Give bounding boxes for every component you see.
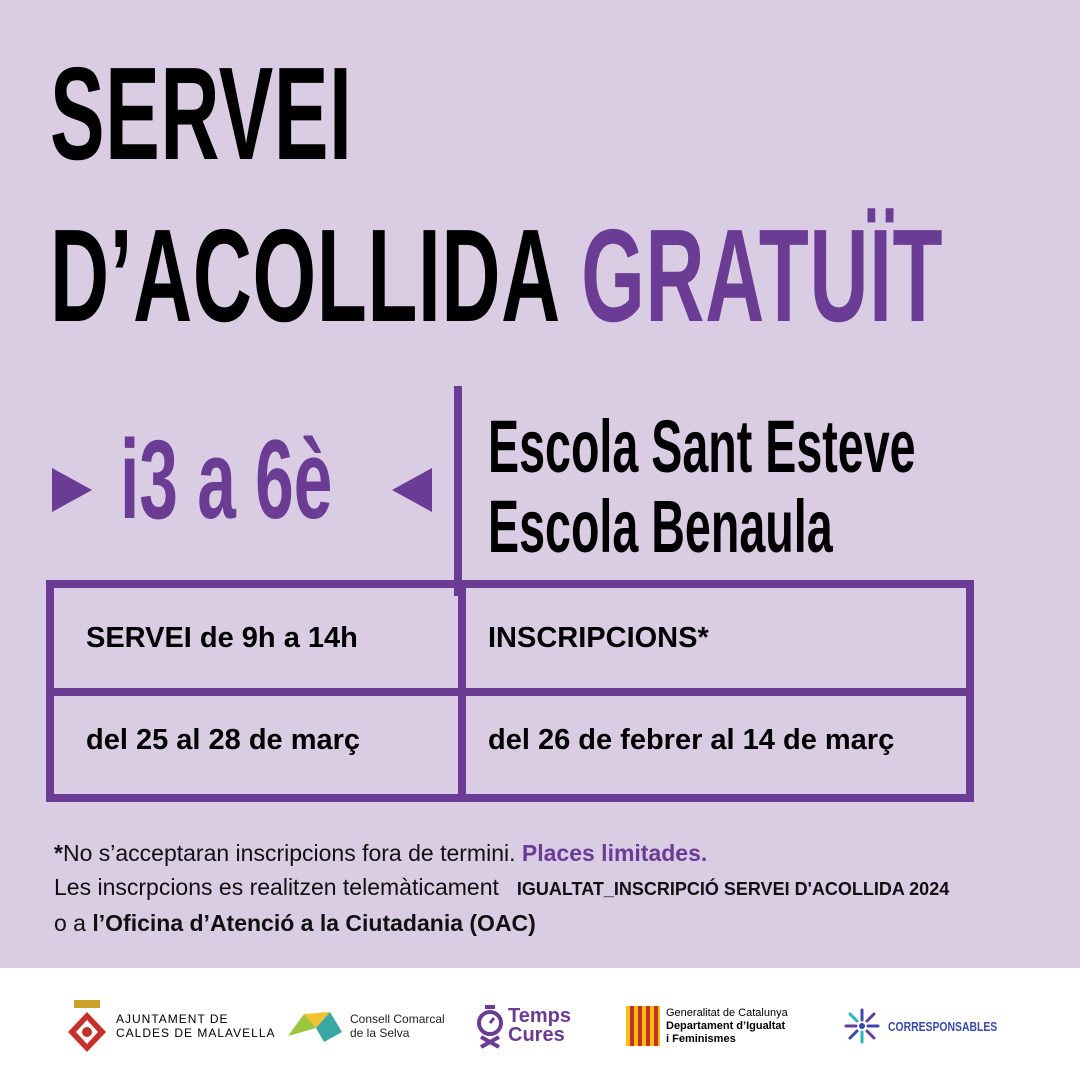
registration-dates-cell: del 26 de febrer al 14 de març: [488, 724, 895, 756]
temps-cures-logo: [474, 996, 571, 1056]
corresponsables-logo: [842, 996, 1025, 1056]
title-gratuit: GRATUÏT: [581, 202, 944, 349]
note-line-3: [54, 906, 949, 940]
asterisk: *: [54, 840, 63, 866]
generalitat-line-1: Generalitat de Catalunya: [666, 1006, 788, 1019]
note-oac: l’Oficina d’Atenció a la Ciutadania (OAC): [92, 910, 536, 936]
table-divider-horizontal: [54, 688, 966, 696]
note-or: o a: [54, 910, 86, 936]
caldes-shield-icon: [66, 998, 108, 1054]
consell-line-2: de la Selva: [350, 1026, 410, 1040]
caldes-line-2: CALDES DE MALAVELLA: [116, 1026, 276, 1040]
title-acollida: D’ACOLLIDA: [50, 202, 558, 349]
note-deadline: No s’acceptaran inscripcions fora de termini.: [62, 840, 516, 866]
triangle-right-icon: [52, 468, 92, 512]
title-servei: SERVEI: [50, 40, 353, 187]
note-online: Les inscrpcions es realitzen telemàticament: [54, 874, 499, 900]
caldes-line-1: AJUNTAMENT DE: [116, 1012, 229, 1026]
title-line-1: [50, 40, 353, 187]
generalitat-line-2: Departament d’Igualtat: [666, 1019, 786, 1032]
corresponsables-label: CORRESPONSABLES: [888, 1018, 998, 1034]
grades-label: i3 a 6è: [120, 417, 333, 542]
caldes-logo: [66, 996, 276, 1056]
temps-line-2: Cures: [508, 1024, 565, 1046]
schedule-table: [46, 580, 974, 802]
consell-shape-icon: [286, 1006, 344, 1046]
note-line-2: [54, 870, 949, 906]
temps-line-1: Temps: [508, 1005, 571, 1027]
note-limited-places: Places limitades.: [521, 840, 708, 866]
footer-logos: [0, 968, 1080, 1080]
generalitat-line-3: i Feminismes: [666, 1032, 736, 1045]
registration-header-cell: INSCRIPCIONS*: [488, 622, 709, 654]
service-dates-cell: del 25 al 28 de març: [86, 724, 361, 756]
table-divider-vertical: [458, 588, 466, 794]
triangle-left-icon: [392, 468, 432, 512]
consell-logo: [286, 996, 445, 1056]
senyera-icon: [626, 1006, 660, 1046]
grades-block: [52, 418, 432, 558]
consell-line-1: Consell Comarcal: [350, 1012, 445, 1026]
note-line-1: [54, 836, 949, 870]
schools-list: [488, 405, 916, 570]
school-name: Escola Benaula: [488, 485, 833, 568]
service-hours-cell: SERVEI de 9h a 14h: [86, 622, 358, 654]
notes-block: [54, 836, 949, 940]
registration-link[interactable]: IGUALTAT_INSCRIPCIÓ SERVEI D'ACOLLIDA 2024: [516, 879, 950, 899]
generalitat-logo: [626, 996, 788, 1056]
starburst-icon: [842, 1006, 882, 1046]
school-name: Escola Sant Esteve: [488, 405, 916, 488]
vertical-divider: [454, 386, 462, 596]
title-line-2: [50, 202, 944, 349]
stopwatch-icon: [474, 1003, 506, 1049]
